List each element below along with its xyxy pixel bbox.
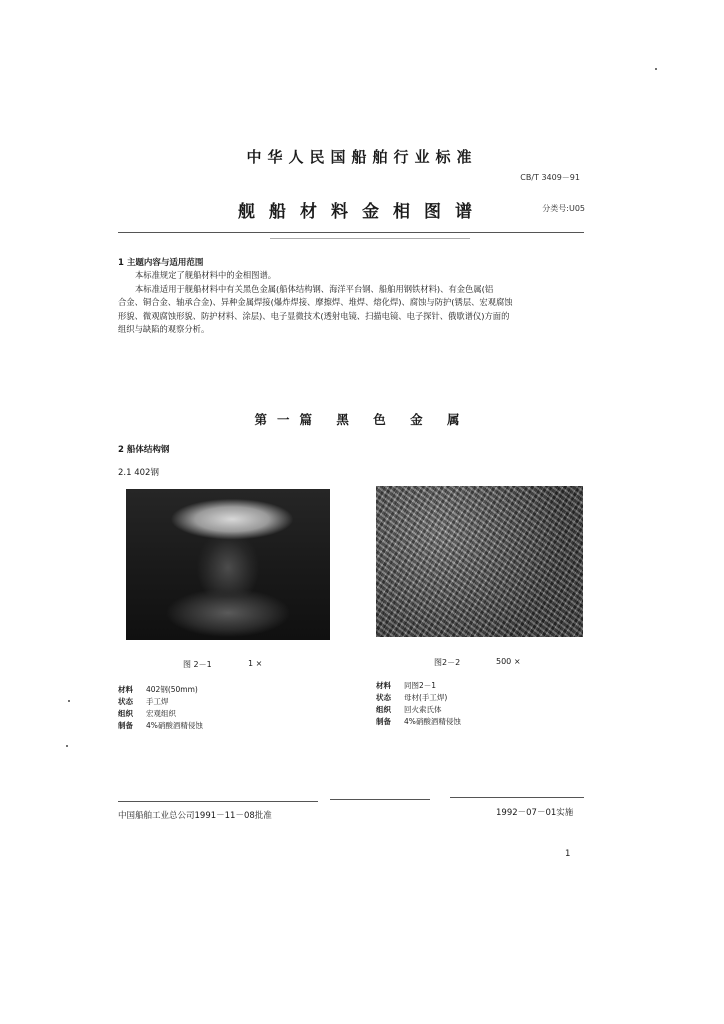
detail-value: 回火索氏体 xyxy=(404,705,442,714)
micrograph-photo xyxy=(376,486,583,637)
detail-row xyxy=(376,716,586,728)
detail-row xyxy=(118,684,338,696)
header-divider xyxy=(118,232,584,233)
detail-label: 材料 xyxy=(118,685,133,694)
macro-structure-photo xyxy=(126,489,330,640)
detail-label: 状态 xyxy=(376,693,391,702)
detail-value: 4%硝酸酒精侵蚀 xyxy=(404,717,461,726)
footer-divider-right xyxy=(450,797,584,798)
standard-number: CB/T 3409－91 xyxy=(520,173,580,182)
detail-label: 材料 xyxy=(376,681,391,690)
section-1-paragraph-2-line-3: 形貌、微观腐蚀形貌、防护材料、涂层)、电子显微技术(透射电镜、扫描电镜、电子探针、俄歇谱仪)方面的 xyxy=(118,310,510,321)
detail-label: 组织 xyxy=(376,705,391,714)
figure-2-2-details xyxy=(376,680,586,728)
detail-value: 手工焊 xyxy=(146,697,169,706)
figure-2-1-caption: 图 2－1 xyxy=(183,660,212,669)
section-2-heading: 2 船体结构钢 xyxy=(118,445,170,455)
detail-row xyxy=(118,696,338,708)
section-1-body xyxy=(118,269,584,337)
section-1-heading: 1 主题内容与适用范围 xyxy=(118,258,204,268)
detail-row xyxy=(376,680,586,692)
header-divider-2 xyxy=(270,238,470,239)
detail-label: 制备 xyxy=(376,717,391,726)
detail-value: 402钢(50mm) xyxy=(146,685,198,694)
implementation-date: 1992－07－01实施 xyxy=(496,808,574,818)
section-1-paragraph-2-line-2: 合金、铜合金、轴承合金)、异种金属焊接(爆炸焊接、摩擦焊、堆焊、熔化焊)、腐蚀与防护(锈层、宏观腐蚀 xyxy=(118,297,513,307)
detail-row xyxy=(118,708,338,720)
scan-speck xyxy=(655,68,657,70)
section-1-paragraph-2-line-4: 组织与缺陷的观察分析。 xyxy=(118,324,210,334)
detail-row xyxy=(376,692,586,704)
document-title: 舰船材料金相图谱 xyxy=(238,202,486,222)
approval-statement: 中国船舶工业总公司1991－11－08批准 xyxy=(118,811,272,821)
detail-value: 同图2－1 xyxy=(404,681,437,690)
classification-number: 分类号:U05 xyxy=(542,204,585,213)
footer-divider-left xyxy=(118,801,318,802)
page-number: 1 xyxy=(565,849,571,859)
detail-row xyxy=(376,704,586,716)
section-1-paragraph-2-line-1: 本标准适用于舰船材料中有关黑色金属(船体结构钢、海洋平台钢、船舶用钢铁材料)、有金色属(铝 xyxy=(135,283,494,294)
figure-2-1-details xyxy=(118,684,338,732)
detail-label: 组织 xyxy=(118,709,133,718)
figure-2-1-magnification: 1 × xyxy=(248,659,263,668)
figure-2-2-caption: 图2－2 xyxy=(434,658,461,667)
figure-2-2-magnification: 500 × xyxy=(496,657,521,666)
scan-speck xyxy=(66,745,68,747)
detail-value: 4%硝酸酒精侵蚀 xyxy=(146,721,203,730)
section-1-paragraph-1: 本标准规定了舰船材料中的金相图谱。 xyxy=(135,270,277,280)
standard-org-title: 中华人民国船舶行业标准 xyxy=(246,148,478,166)
footer-divider-mid xyxy=(330,799,430,800)
scan-speck xyxy=(68,700,70,702)
section-2-1-heading: 2.1 402钢 xyxy=(118,468,159,478)
part-title: 第一篇 黑 色 金 属 xyxy=(254,412,470,427)
detail-value: 宏观组织 xyxy=(146,709,176,718)
detail-row xyxy=(118,720,338,732)
detail-label: 状态 xyxy=(118,697,133,706)
detail-value: 母材(手工焊) xyxy=(404,693,448,702)
detail-label: 制备 xyxy=(118,721,133,730)
